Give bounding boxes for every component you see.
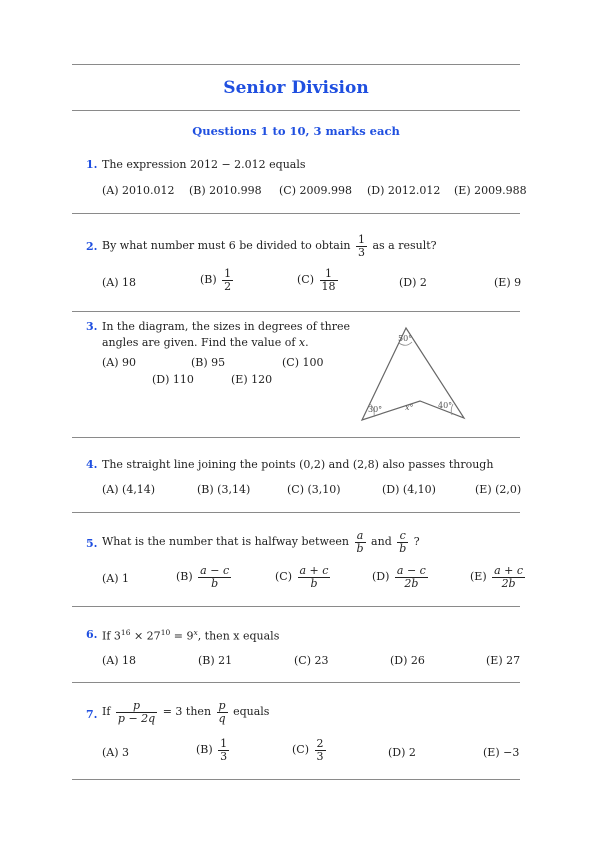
fraction <box>320 268 338 292</box>
denominator: 2 <box>224 279 232 293</box>
fraction <box>395 565 428 589</box>
numerator: 1 <box>320 268 338 281</box>
title-rule <box>72 110 520 111</box>
numerator: 1 <box>220 737 228 750</box>
question-text-part: If <box>102 705 111 719</box>
option-e: (E) 2009.988 <box>454 184 527 197</box>
left-angle-label: 30° <box>368 405 383 414</box>
fraction <box>217 700 228 724</box>
section-subtitle: Questions 1 to 10, 3 marks each <box>192 124 400 138</box>
option-e <box>470 565 527 589</box>
option-a: (A) 90 <box>102 356 137 369</box>
bottom-rule <box>72 779 520 780</box>
exponent: 16 <box>120 628 131 637</box>
denominator: 3 <box>220 749 228 763</box>
divider <box>72 437 520 438</box>
option-a: (A) (4,14) <box>102 483 156 496</box>
option-d <box>372 565 430 589</box>
option-b <box>200 268 235 292</box>
denominator: b <box>399 541 407 555</box>
question-text-part: angles are given. Find the value of <box>102 336 296 349</box>
option-b: (B) 21 <box>198 654 233 667</box>
fraction <box>356 234 367 258</box>
numerator: a − c <box>396 564 426 577</box>
page-title: Senior Division <box>223 78 369 98</box>
option-e: (E) 120 <box>231 373 273 386</box>
option-e: (E) −3 <box>483 746 520 759</box>
question-text <box>102 700 269 724</box>
fraction <box>116 700 157 724</box>
denominator: p − 2q <box>117 711 156 725</box>
option-a: (A) 3 <box>102 746 130 759</box>
question-number: 2. <box>86 240 98 253</box>
numerator: 1 <box>357 233 365 246</box>
option-c: (C) 100 <box>282 356 324 369</box>
divider <box>72 606 520 607</box>
question-text-part: What is the number that is halfway between <box>102 535 349 549</box>
question-text <box>102 530 420 554</box>
fraction <box>355 530 366 554</box>
question-text <box>102 628 279 643</box>
question-text-line1: In the diagram, the sizes in degrees of three <box>102 320 351 333</box>
option-c: (C) (3,10) <box>287 483 341 496</box>
option-e: (E) 9 <box>494 276 522 289</box>
numerator: p <box>218 699 226 712</box>
option-e: (E) 27 <box>486 654 521 667</box>
top-rule <box>72 64 520 65</box>
top-angle-label: 50° <box>398 334 413 343</box>
denominator: 3 <box>357 245 365 259</box>
option-e: (E) (2,0) <box>475 483 522 496</box>
option-label: (E) <box>470 570 487 584</box>
fraction <box>198 565 231 589</box>
fraction <box>397 530 408 554</box>
option-label: (B) <box>200 273 217 287</box>
document-page <box>72 0 527 842</box>
divider <box>72 512 520 513</box>
option-d: (D) 2012.012 <box>367 184 441 197</box>
question-number: 5. <box>86 537 98 550</box>
numerator: c <box>397 530 408 543</box>
denominator: q <box>218 711 226 725</box>
fraction <box>222 268 233 292</box>
denominator: 3 <box>316 749 324 763</box>
option-c <box>297 268 340 292</box>
option-b <box>196 738 231 762</box>
question-number: 7. <box>86 708 98 721</box>
numerator: 1 <box>224 267 232 280</box>
numerator: a − c <box>200 564 230 577</box>
numerator: a <box>355 530 366 543</box>
option-b <box>176 565 233 589</box>
option-c <box>292 738 328 762</box>
divider <box>72 213 520 214</box>
denominator: b <box>310 576 318 590</box>
question-number: 4. <box>86 458 98 471</box>
option-b: (B) (3,14) <box>197 483 251 496</box>
question-number: 1. <box>86 158 98 171</box>
numerator: p <box>116 700 157 713</box>
question-text-part: and <box>371 535 392 549</box>
question-text-part: as a result? <box>372 239 437 253</box>
fraction <box>492 565 525 589</box>
option-label: (D) <box>372 570 390 584</box>
option-d: (D) 2 <box>399 276 427 289</box>
question-text-part: , then x equals <box>197 629 280 643</box>
question-text-part: ? <box>413 535 420 549</box>
denominator: 18 <box>321 279 336 293</box>
denominator: b <box>356 541 364 555</box>
option-a: (A) 2010.012 <box>102 184 175 197</box>
question-text: The expression 2012 − 2.012 equals <box>102 158 306 171</box>
option-b: (B) 2010.998 <box>189 184 262 197</box>
denominator: b <box>211 576 219 590</box>
question-text-part: = 9 <box>170 629 194 643</box>
option-label: (C) <box>275 570 292 584</box>
question-number: 3. <box>86 320 98 333</box>
fraction <box>218 738 229 762</box>
option-b: (B) 95 <box>191 356 226 369</box>
option-a: (A) 18 <box>102 276 137 289</box>
option-c: (C) 2009.998 <box>279 184 352 197</box>
fraction <box>315 738 326 762</box>
exponent: 10 <box>160 628 171 637</box>
question-text-line2 <box>102 336 309 349</box>
exponent: x <box>193 628 198 637</box>
question-text-part: By what number must 6 be divided to obtain <box>102 239 351 253</box>
angle-diagram <box>358 318 468 426</box>
option-d: (D) 26 <box>390 654 425 667</box>
question-text <box>102 234 437 258</box>
denominator: 2b <box>404 576 419 590</box>
denominator: 2b <box>501 576 516 590</box>
option-d: (D) (4,10) <box>382 483 436 496</box>
fraction <box>298 565 331 589</box>
option-d: (D) 110 <box>152 373 194 386</box>
option-c <box>275 565 332 589</box>
divider <box>72 682 520 683</box>
option-label: (B) <box>176 570 193 584</box>
right-angle-label: 40° <box>438 401 453 410</box>
question-text: The straight line joining the points (0,2) and (2,8) also passes through <box>102 458 494 471</box>
x-angle-label: x° <box>405 403 414 412</box>
question-text-part: . <box>305 336 309 349</box>
question-text-part: If 3 <box>102 629 121 643</box>
option-label: (C) <box>292 743 309 757</box>
numerator: a + c <box>299 564 329 577</box>
option-label: (C) <box>297 273 314 287</box>
question-text-part: × 27 <box>130 629 161 643</box>
numerator: 2 <box>316 737 324 750</box>
question-number: 6. <box>86 628 98 641</box>
question-text-part: = 3 then <box>162 705 212 719</box>
question-text-part: equals <box>233 705 270 719</box>
option-d: (D) 2 <box>388 746 416 759</box>
option-a: (A) 1 <box>102 572 130 585</box>
option-a: (A) 18 <box>102 654 137 667</box>
numerator: a + c <box>494 564 524 577</box>
option-c: (C) 23 <box>294 654 329 667</box>
option-label: (B) <box>196 743 213 757</box>
divider <box>72 311 520 312</box>
variable: x <box>298 336 306 349</box>
